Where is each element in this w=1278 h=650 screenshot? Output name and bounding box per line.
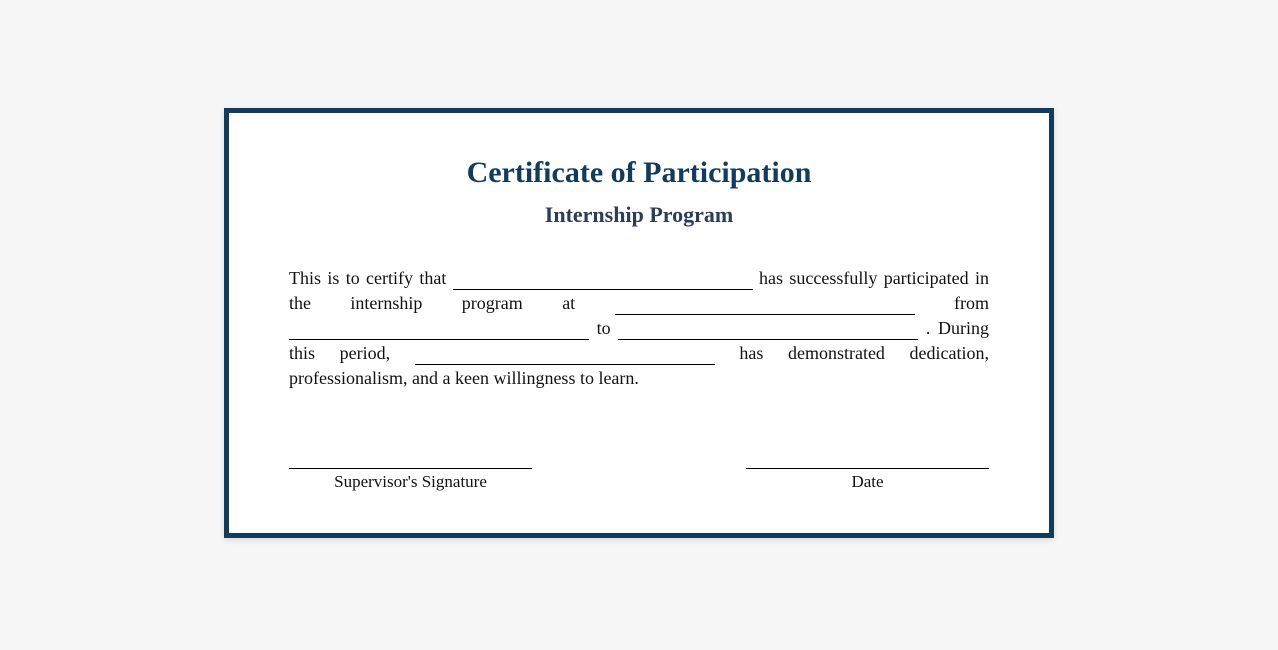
date-signature-line[interactable]	[746, 468, 989, 469]
start-date-blank[interactable]	[289, 321, 589, 340]
certificate-title: Certificate of Participation	[466, 156, 812, 189]
body-text-part-5: . During this period,	[289, 318, 990, 363]
certificate-subtitle: Internship Program	[544, 202, 734, 227]
body-text-part-4: to	[596, 318, 611, 338]
organization-name-blank[interactable]	[615, 296, 915, 315]
supervisor-signature-label: Supervisor's Signature	[334, 472, 487, 491]
certificate-body	[289, 266, 989, 391]
date-label: Date	[851, 472, 884, 491]
certificate-card	[224, 108, 1054, 538]
date-signature-block	[746, 468, 989, 492]
end-date-blank[interactable]	[618, 321, 918, 340]
body-text-part-6: has demonstrated dedication, professionalism, and a keen willingness to learn.	[289, 343, 990, 388]
participant-name-blank-2[interactable]	[415, 346, 715, 365]
supervisor-signature-block	[289, 468, 532, 492]
body-text-part-3: from	[954, 293, 990, 313]
supervisor-signature-line[interactable]	[289, 468, 532, 469]
body-text-part-2: has successfully participated in the internship program at	[289, 268, 989, 313]
participant-name-blank[interactable]	[453, 271, 753, 290]
body-text-part-1: This is to certify that	[289, 268, 447, 288]
